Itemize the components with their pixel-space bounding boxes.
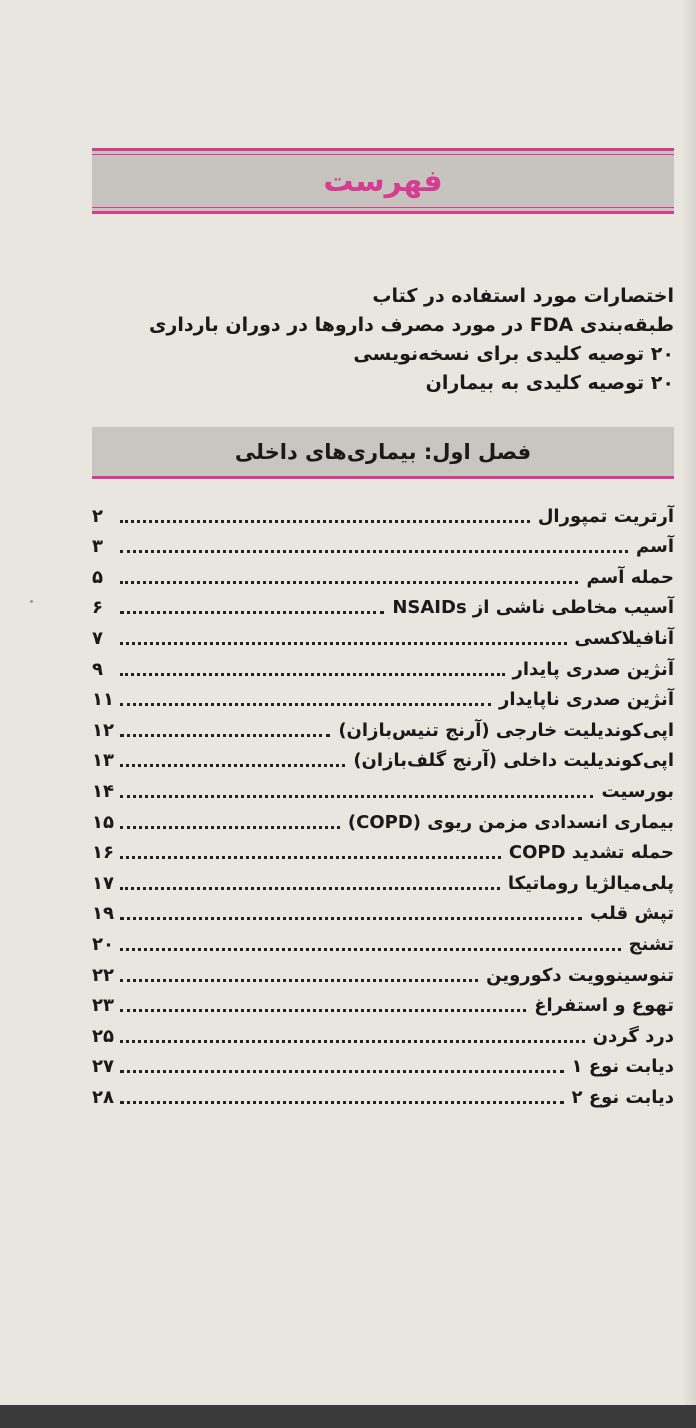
toc-row <box>92 681 674 712</box>
toc-entry-title: اپی‌کوندیلیت خارجی (آرنج تنیس‌بازان) <box>338 719 674 741</box>
toc-page-number: ۱۱ <box>92 689 114 711</box>
toc-row <box>92 895 674 926</box>
toc-page-number: ۲۵ <box>92 1025 114 1047</box>
toc-page-number: ۱۳ <box>92 750 114 772</box>
toc-row <box>92 558 674 589</box>
toc-page-number: ۶ <box>92 597 103 619</box>
toc-leader <box>120 1070 564 1073</box>
toc-row <box>92 619 674 650</box>
book-binding-edge <box>0 1405 696 1428</box>
toc-leader <box>120 703 491 706</box>
intro-list <box>74 282 674 398</box>
toc-entry-title: دیابت نوع ۱ <box>571 1056 674 1078</box>
toc-leader <box>120 673 505 676</box>
toc-row <box>92 864 674 895</box>
toc-row <box>92 650 674 681</box>
toc-entry-title: بورسیت <box>601 780 674 802</box>
toc-page-number: ۲۳ <box>92 995 114 1017</box>
toc-row <box>92 925 674 956</box>
toc-leader <box>120 764 345 767</box>
toc-row <box>92 834 674 865</box>
toc-row <box>92 772 674 803</box>
toc-entry-title: تهوع و استفراغ <box>534 995 674 1017</box>
toc-page-number: ۵ <box>92 566 103 588</box>
toc-page-number: ۱۵ <box>92 811 114 833</box>
toc-page-number: ۳ <box>92 536 103 558</box>
toc-leader <box>120 856 501 859</box>
toc-entry-title: تشنج <box>628 933 674 955</box>
title-band <box>92 148 674 214</box>
paper-speck <box>30 600 33 603</box>
toc-leader <box>120 611 384 614</box>
toc-page-number: ۹ <box>92 658 103 680</box>
toc-entry-title: اپی‌کوندیلیت داخلی (آرنج گلف‌بازان) <box>353 750 674 772</box>
toc-entry-title: تنوسینوویت دکوروین <box>486 964 674 986</box>
toc-page-number: ۱۷ <box>92 872 114 894</box>
toc-leader <box>120 917 582 920</box>
toc-leader <box>120 550 628 553</box>
intro-item: طبقه‌بندی FDA در مورد مصرف داروها در دوران بارداری <box>148 314 674 336</box>
toc-row <box>92 742 674 773</box>
toc-leader <box>120 520 530 523</box>
toc-page-number: ۱۴ <box>92 780 114 802</box>
toc-page-number: ۲۰ <box>92 933 114 955</box>
toc-page-number: ۲ <box>92 505 103 527</box>
toc-row <box>92 956 674 987</box>
toc-entry-title: آنافیلاکسی <box>574 627 674 649</box>
toc-list <box>92 497 674 1109</box>
toc-leader <box>120 734 330 737</box>
toc-entry-title: آنژین صدری ناپایدار <box>499 689 674 711</box>
intro-item: ۲۰ توصیه کلیدی برای نسخه‌نویسی <box>353 343 674 365</box>
toc-leader <box>120 979 478 982</box>
toc-leader <box>120 581 578 584</box>
toc-row <box>92 1048 674 1079</box>
chapter-heading: فصل اول: بیماری‌های داخلی <box>234 439 532 464</box>
page-title: فهرست <box>323 163 443 199</box>
toc-entry-title: درد گردن <box>592 1025 674 1047</box>
toc-entry-title: حمله آسم <box>586 566 674 588</box>
toc-page-number: ۲۲ <box>92 964 114 986</box>
toc-row <box>92 1017 674 1048</box>
toc-row <box>92 803 674 834</box>
toc-entry-title: آسیب مخاطی ناشی از NSAIDs <box>392 597 674 619</box>
intro-item: اختصارات مورد استفاده در کتاب <box>372 285 674 307</box>
toc-leader <box>120 887 500 890</box>
toc-entry-title: پلی‌میالژیا روماتیکا <box>507 872 674 894</box>
toc-leader <box>120 795 593 798</box>
toc-leader <box>120 1009 526 1012</box>
toc-page-number: ۱۲ <box>92 719 114 741</box>
toc-row <box>92 711 674 742</box>
toc-entry-title: آرتریت تمپورال <box>537 505 674 527</box>
toc-entry-title: تپش قلب <box>589 903 674 925</box>
toc-page-number: ۲۷ <box>92 1056 114 1078</box>
toc-leader <box>120 1101 564 1104</box>
toc-entry-title: بیماری انسدادی مزمن ریوی (COPD) <box>347 811 674 833</box>
intro-item: ۲۰ توصیه کلیدی به بیماران <box>425 372 674 394</box>
toc-entry-title: حمله تشدید COPD <box>508 842 674 864</box>
toc-entry-title: آسم <box>636 536 674 558</box>
toc-page-number: ۷ <box>92 627 103 649</box>
toc-leader <box>120 948 621 951</box>
toc-leader <box>120 642 567 645</box>
toc-row <box>92 528 674 559</box>
toc-row <box>92 1078 674 1109</box>
toc-entry-title: آنژین صدری پایدار <box>512 658 674 680</box>
toc-page-number: ۱۶ <box>92 842 114 864</box>
toc-page-number: ۲۸ <box>92 1086 114 1108</box>
toc-row <box>92 589 674 620</box>
toc-leader <box>120 826 340 829</box>
toc-row <box>92 497 674 528</box>
toc-entry-title: دیابت نوع ۲ <box>571 1086 674 1108</box>
toc-page-number: ۱۹ <box>92 903 114 925</box>
toc-row <box>92 987 674 1018</box>
chapter-heading-band <box>92 427 674 479</box>
toc-leader <box>120 1040 585 1043</box>
page-shadow <box>682 0 696 1405</box>
